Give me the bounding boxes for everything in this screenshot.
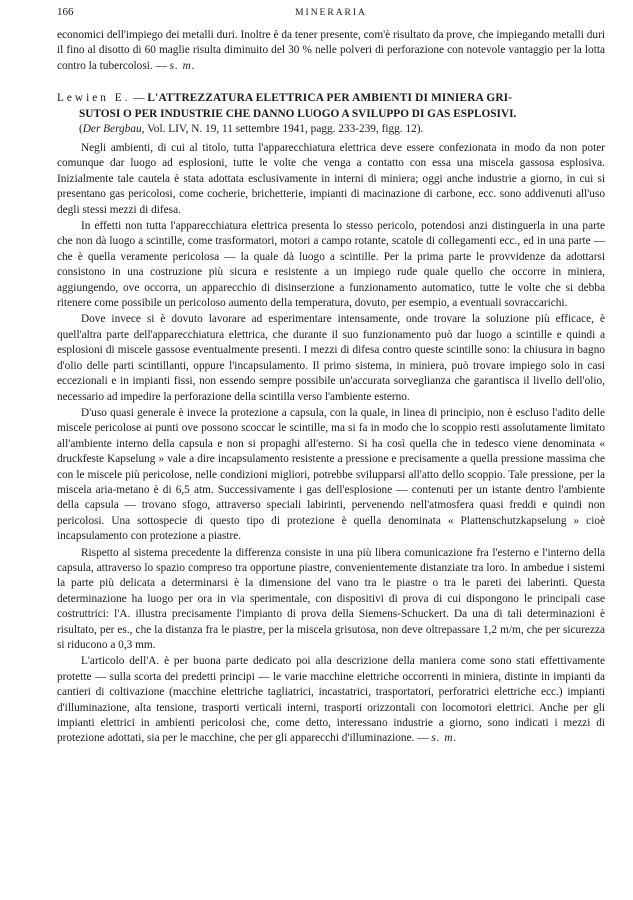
citation-open: ( [79, 123, 83, 136]
review-heading [57, 91, 605, 138]
review-citation [57, 122, 605, 138]
body-paragraph-6-text: L'articolo dell'A. è per buona parte dedicato poi alla descrizione della maniera come sono stati effettivamente protette — sulla scorta dei predetti principi — le varie macchine elettriche occorrenti in miniera, distinte in impianti da cantieri di coltivazione (macchine elettriche tagliatrici, incastatrici, trasportatori, perforatrici elettriche ecc.) impianti d'illuminazione, alta tensione, trasporti verticali interni, trasporti orizzontali con locomotori elettrici. Anche per gli impianti elettrici in ambienti pericolosi che, come detto, interessano industrie a giorno, sono indicati i mezzi di protezione adottati, sia per le macchine, che per gli apparecchi d'illuminazione. — [57, 655, 605, 745]
review-title-line2: SUTOSI O PER INDUSTRIE CHE DANNO LUOGO A SVILUPPO DI GAS ESPLOSIVI. [79, 107, 517, 120]
body-paragraph-1: Negli ambienti, di cui al titolo, tutta l'apparecchiatura elettrica deve essere confezionata in modo da non poter comunque dar luogo ad esplosioni, tutte le volte che venga a contatto con essa una miscela gassosa esplosiva. Inizialmente tale cautela è stata adottata esclusivamente in interni di miniera; oggi anche industrie a giorno, in cui si presentano gas pericolosi, come cocherie, brichetterie, impianti di macinazione di carbone, ecc. sono addivenuti all'uso degli stessi mezzi di difesa. [57, 142, 605, 216]
review-signature: s. m. [431, 732, 458, 745]
carryover-text: economici dell'impiego dei metalli duri. Inoltre è da tener presente, com'è risultato da prove, che impiegando metalli duri il fino al disotto di 60 maglie risulta diminuito del 30 % nelle polveri di perforazione con notevole vantaggio per la lotta contro la tubercolosi. — [57, 29, 605, 72]
body-paragraph-4: D'uso quasi generale è invece la protezione a capsula, con la quale, in linea di principio, non è escluso l'adito delle miscele pericolose ai punti ove possono scoccar le scintille, ma si fa in modo che lo scoppio resti assolutamente limitato all'ambiente interno della capsula e non si propaghi all'esterno. Si ha così quella che in tedesco viene denominata « druckfeste Kapselung » vale a dire incapsulamento resistente a pressione e precisamente a quella pressione massima che con le miscele più pericolose, nelle condizioni migliori, potrebbe svilupparsi all'atto dello scoppio. Tale pressione, per la miscela aria-metano è di 6,5 atm. Successivamente i gas dell'esplosione — contenuti per un istante dentro l'ambiente della capsula — trovano sfogo, attraverso speciali labirinti, pervenendo nell'atmosfera quasi freddi e quindi non pericolosi. Una sottospecie di questo tipo di protezione è quella denominata « Plattenschutzkapselung » cioè incapsulamento con protezione a piastre. [57, 406, 605, 543]
body-paragraph-3: Dove invece si è dovuto lavorare ad esperimentare intensamente, onde trovare la soluzione più efficace, è quell'altra parte dell'apparecchiatura elettrica, che durante il suo funzionamento può dar luogo a scintille e quindi a esplosioni di miscele gassose eventualmente presenti. I mezzi di difesa contro queste scintille sono: la chiusura in bagno d'olio delle parti scintillanti, oppure l'incapsulamento. Il primo sistema, in miniera, può trovare impiego solo in casi eccezionali e in impianti fissi, non essendo sempre possibile un'accurata sorveglianza che garantisca il livello dell'olio, necessario ad impedire la perforazione della scintilla verso l'ambiente esterno. [57, 313, 605, 403]
carryover-signature: s. m. [169, 59, 196, 72]
running-head: MINERARIA [295, 8, 367, 18]
review-author: Lewien E. [57, 92, 131, 105]
page-header [57, 6, 605, 22]
review-dash: — [133, 92, 145, 105]
body-paragraph-5: Rispetto al sistema precedente la differenza consiste in una più libera comunicazione fra l'esterno e l'interno della capsula, attraverso lo spazio compreso tra opportune piastre, convenientemente distanziate tra loro. In ambedue i sistemi la parte più delicata a determinarsi è la dimensione del vano tra le piastre o tra le pareti dei laberinti. Questa determinazione ha luogo per ora in via sperimentale, con dispositivi di prova di cui dispongono le principali case costruttrici: l'A. illustra precisamente l'impianto di prova della Siemens-Schuckert. Da una di tali determinazioni è risultato, per es., che la distanza fra le piastre, per la miscela grisutosa, non deve oltrepassare 1,2 m/m, che per sicurezza si riducono a 0,3 mm. [57, 546, 605, 651]
citation-details: , Vol. LIV, N. 19, 11 settembre 1941, pagg. 233-239, figg. 12). [141, 123, 424, 136]
body-paragraph-2: In effetti non tutta l'apparecchiatura elettrica presenta lo stesso pericolo, potendosi anzi distinguerla in una parte che non dà luogo a scintille, come trasformatori, motori a campo rotante, scatole di collegamenti ecc., ed in una parte — che è quella veramente pericolosa — la quale dà luogo a scintille. Per la prima parte le provvidenze da adottarsi consistono in una costruzione più sicura e resistente a un impiego rude quale quello che occorre in miniera, aggiungendo, ove occorra, un apparecchio di disinserzione a funzionamento automatico, tutte le volte che si debba ritenere come possibile un pericoloso aumento della temperatura, dovuto, per esempio, a eventuali sovraccarichi. [57, 220, 605, 310]
page-number: 166 [57, 6, 74, 18]
journal-name: Der Bergbau [82, 123, 142, 136]
review-title-line1: L'ATTREZZATURA ELETTRICA PER AMBIENTI DI MINIERA GRI- [147, 92, 513, 105]
body-paragraph-6 [57, 654, 605, 746]
carryover-paragraph [57, 28, 605, 74]
